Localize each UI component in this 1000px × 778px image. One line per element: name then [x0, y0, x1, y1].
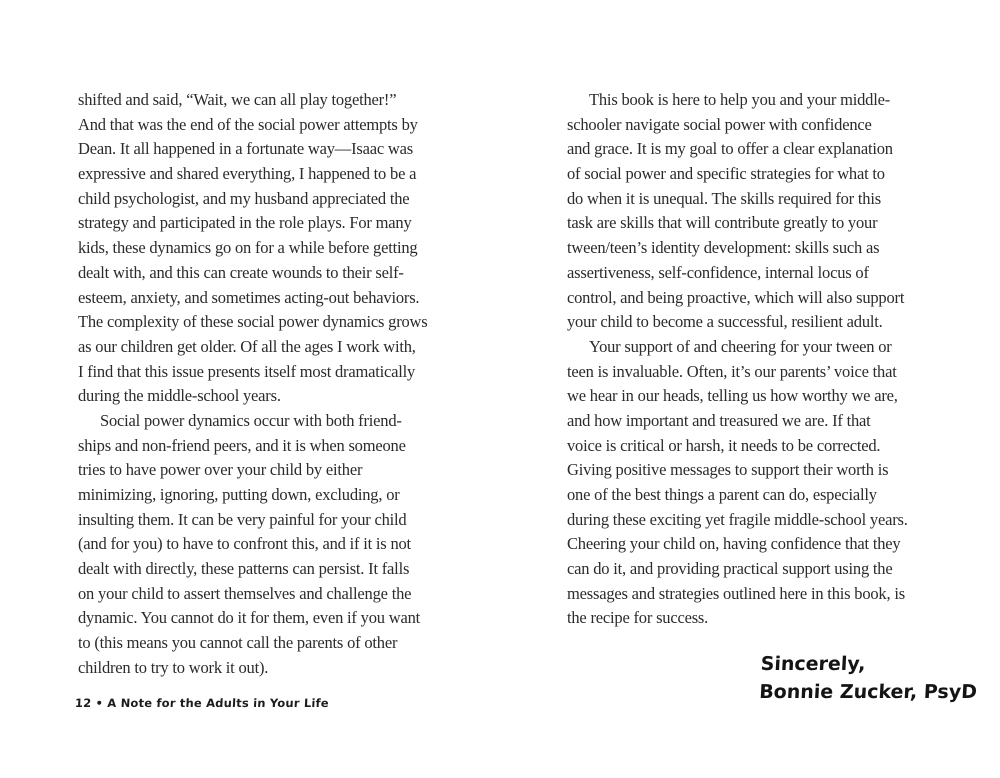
text-line: voice is critical or harsh, it needs to be corrected.	[567, 435, 881, 455]
right-page-text	[567, 88, 947, 631]
paragraph	[567, 335, 947, 631]
text-line: expressive and shared everything, I happened to be a	[78, 164, 417, 184]
page-footer: 12 • A Note for the Adults in Your Life	[74, 696, 330, 710]
text-line: to (this means you cannot call the parents of other	[78, 633, 398, 653]
text-line: tries to have power over your child by either	[78, 460, 363, 480]
paragraph	[567, 88, 947, 335]
text-line: teen is invaluable. Often, it’s our parents’ voice that	[567, 361, 897, 381]
text-line: This book is here to help you and your middle-	[589, 90, 891, 109]
text-line: tween/teen’s identity development: skills such as	[567, 238, 880, 258]
text-line: children to try to work it out).	[78, 657, 269, 677]
left-page-text	[78, 88, 458, 681]
text-line: your child to become a successful, resilient adult.	[567, 312, 883, 332]
text-line: Your support of and cheering for your tween or	[589, 336, 892, 356]
text-line: the recipe for success.	[567, 608, 709, 628]
text-line: ships and non-friend peers, and it is when someone	[78, 435, 406, 455]
text-line: schooler navigate social power with confidence	[567, 114, 872, 134]
text-line: control, and being proactive, which will also support	[567, 287, 905, 307]
text-line: we hear in our heads, telling us how worthy we are,	[567, 386, 898, 406]
text-line: Giving positive messages to support their worth is	[567, 460, 889, 480]
text-line: minimizing, ignoring, putting down, excluding, or	[78, 485, 400, 504]
text-line: (and for you) to have to confront this, and if it is not	[78, 534, 411, 554]
text-line: Cheering your child on, having confidence that they	[567, 534, 901, 554]
text-line: as our children get older. Of all the ages I work with,	[78, 336, 416, 356]
text-line: The complexity of these social power dynamics grows	[78, 312, 428, 332]
text-line: dealt with, and this can create wounds to their self-	[78, 262, 404, 282]
text-line: of social power and specific strategies for what to	[567, 164, 885, 184]
text-line: and grace. It is my goal to offer a clear explanation	[567, 139, 893, 159]
text-line: assertiveness, self-confidence, internal locus of	[567, 262, 869, 282]
text-line: during the middle-school years.	[78, 386, 281, 406]
text-line: And that was the end of the social power attempts by	[78, 114, 418, 134]
text-line: messages and strategies outlined here in this book, is	[567, 583, 905, 603]
text-line: Social power dynamics occur with both friend-	[100, 410, 402, 430]
text-line: I find that this issue presents itself most dramatically	[78, 361, 416, 381]
text-line: during these exciting yet fragile middle-school years.	[567, 509, 908, 529]
text-line: kids, these dynamics go on for a while before getting	[78, 238, 418, 258]
text-line: child psychologist, and my husband appreciated the	[78, 188, 410, 208]
right-page-column	[567, 88, 947, 631]
text-line: on your child to assert themselves and challenge the	[78, 583, 412, 603]
text-line: task are skills that will contribute greatly to your	[567, 213, 878, 233]
text-line: Dean. It all happened in a fortunate way—Isaac was	[78, 139, 413, 159]
text-line: dealt with directly, these patterns can persist. It falls	[78, 559, 410, 579]
signature-name: Bonnie Zucker, PsyD	[758, 681, 978, 703]
text-line: strategy and participated in the role plays. For many	[78, 213, 412, 233]
signature-block	[759, 650, 980, 706]
text-line: esteem, anxiety, and sometimes acting-out behaviors.	[78, 287, 420, 307]
text-line: and how important and treasured we are. If that	[567, 410, 871, 430]
paragraph	[78, 88, 458, 409]
text-line: one of the best things a parent can do, especially	[567, 485, 877, 504]
left-page-column	[78, 88, 458, 681]
text-line: do when it is unequal. The skills required for this	[567, 188, 881, 208]
text-line: shifted and said, “Wait, we can all play together!”	[78, 90, 397, 109]
signature-closing: Sincerely,	[760, 653, 867, 675]
paragraph	[78, 409, 458, 681]
text-line: can do it, and providing practical support using the	[567, 559, 893, 579]
text-line: insulting them. It can be very painful for your child	[78, 509, 407, 529]
text-line: dynamic. You cannot do it for them, even if you want	[78, 608, 420, 628]
